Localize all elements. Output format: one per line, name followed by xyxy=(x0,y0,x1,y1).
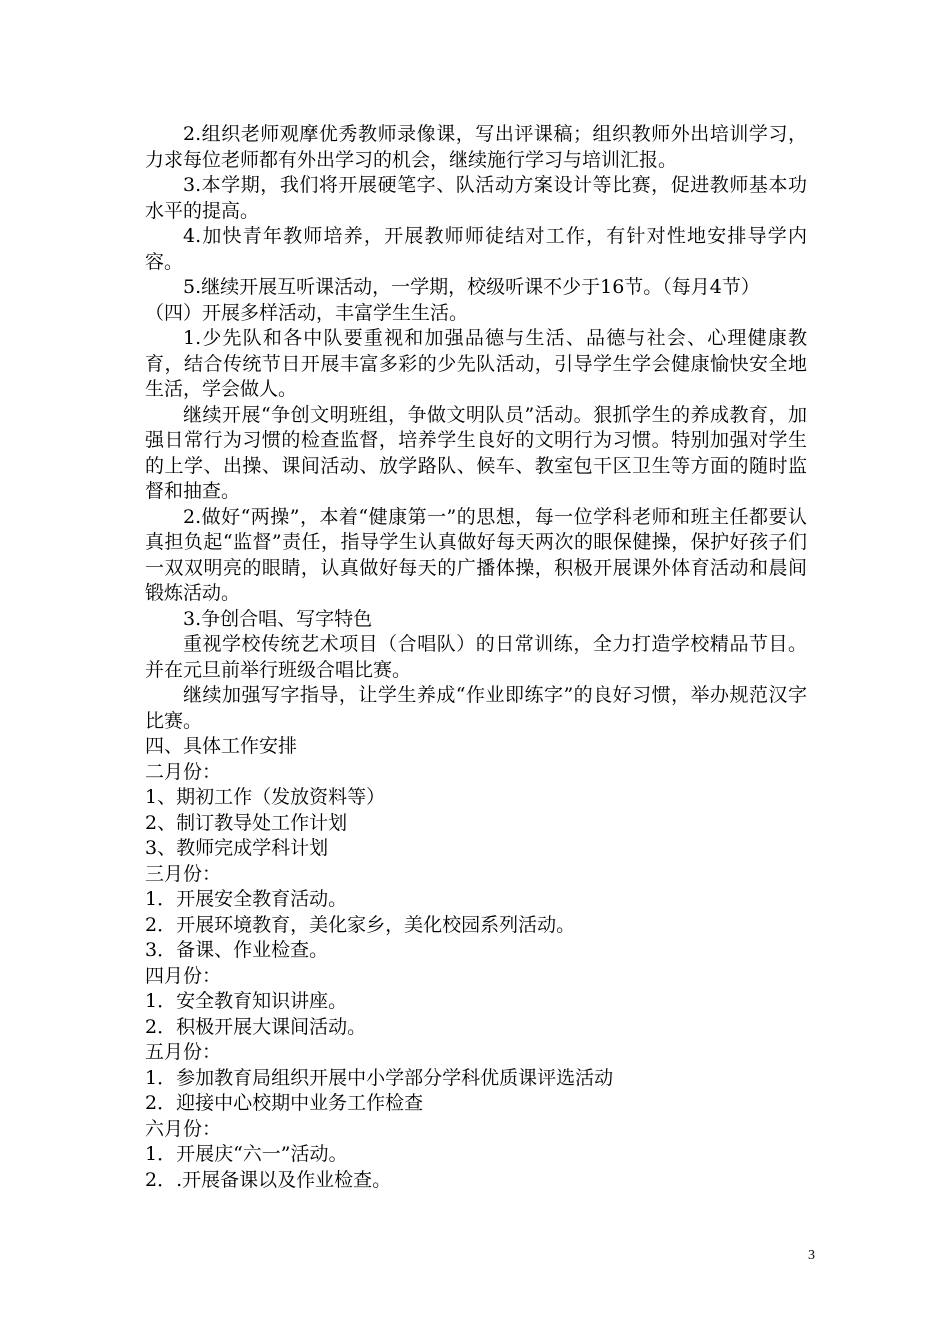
list-item: 2．开展环境教育，美化家乡，美化校园系列活动。 xyxy=(145,913,576,936)
list-item: 1．开展庆“六一”活动。 xyxy=(145,1143,348,1165)
paragraph: 重视学校传统艺术项目（合唱队）的日常训练，全力打造学校精品节目。并在元旦前举行班级合唱比赛。 xyxy=(145,633,807,681)
month-heading: 五月份： xyxy=(145,1041,222,1063)
list-item: 1、期初工作（发放资料等） xyxy=(145,786,386,808)
list-item: 1．安全教育知识讲座。 xyxy=(145,990,348,1012)
paragraph: 5.继续开展互听课活动，一学期，校级听课不少于16节。（每月4节） xyxy=(183,276,760,298)
paragraph: 3.争创合唱、写字特色 xyxy=(183,607,373,630)
section-heading: （四）开展多样活动，丰富学生生活。 xyxy=(145,301,469,324)
document-body xyxy=(145,122,807,1193)
paragraph: 2.组织老师观摩优秀教师录像课，写出评课稿；组织教师外出培训学习，力求每位老师都有外出学习的机会，继续施行学习与培训汇报。 xyxy=(145,123,807,171)
section-heading: 四、具体工作安排 xyxy=(145,735,298,757)
paragraph: 1.少先队和各中队要重视和加强品德与生活、品德与社会、心理健康教育，结合传统节日开展丰富多彩的少先队活动，引导学生学会健康愉快安全地生活，学会做人。 xyxy=(145,327,807,400)
paragraph: 继续开展“争创文明班组，争做文明队员”活动。狠抓学生的养成教育，加强日常行为习惯的检查监督，培养学生良好的文明行为习惯。特别加强对学生的上学、出操、课间活动、放学路队、候车、教室包干区卫生等方面的随时监督和抽查。 xyxy=(145,403,807,502)
page-number: 3 xyxy=(808,1248,815,1263)
list-item: 2．积极开展大课间活动。 xyxy=(145,1015,367,1038)
month-heading: 四月份： xyxy=(145,964,222,987)
paragraph: 继续加强写字指导，让学生养成“作业即练字”的良好习惯，举办规范汉字比赛。 xyxy=(145,684,807,732)
month-heading: 二月份： xyxy=(145,760,222,783)
paragraph: 2.做好“两操”，本着“健康第一”的思想，每一位学科老师和班主任都要认真担负起“监督”责任，指导学生认真做好每天两次的眼保健操，保护好孩子们一双双明亮的眼睛，认真做好每天的广播体操，积极开展课外体育活动和晨间锻炼活动。 xyxy=(145,505,807,604)
list-item: 2、制订教导处工作计划 xyxy=(145,811,348,834)
month-heading: 三月份： xyxy=(145,862,222,885)
paragraph: 3.本学期，我们将开展硬笔字、队活动方案设计等比赛，促进教师基本功水平的提高。 xyxy=(145,174,807,222)
list-item: 2．.开展备课以及作业检查。 xyxy=(145,1168,392,1191)
list-item: 3、教师完成学科计划 xyxy=(145,837,329,859)
paragraph: 4.加快青年教师培养，开展教师师徒结对工作，有针对性地安排导学内容。 xyxy=(145,225,807,273)
month-heading: 六月份： xyxy=(145,1117,222,1140)
list-item: 2．迎接中心校期中业务工作检查 xyxy=(145,1092,424,1114)
list-item: 1．参加教育局组织开展中小学部分学科优质课评选活动 xyxy=(145,1066,614,1089)
list-item: 3．备课、作业检查。 xyxy=(145,939,329,961)
list-item: 1．开展安全教育活动。 xyxy=(145,888,348,910)
